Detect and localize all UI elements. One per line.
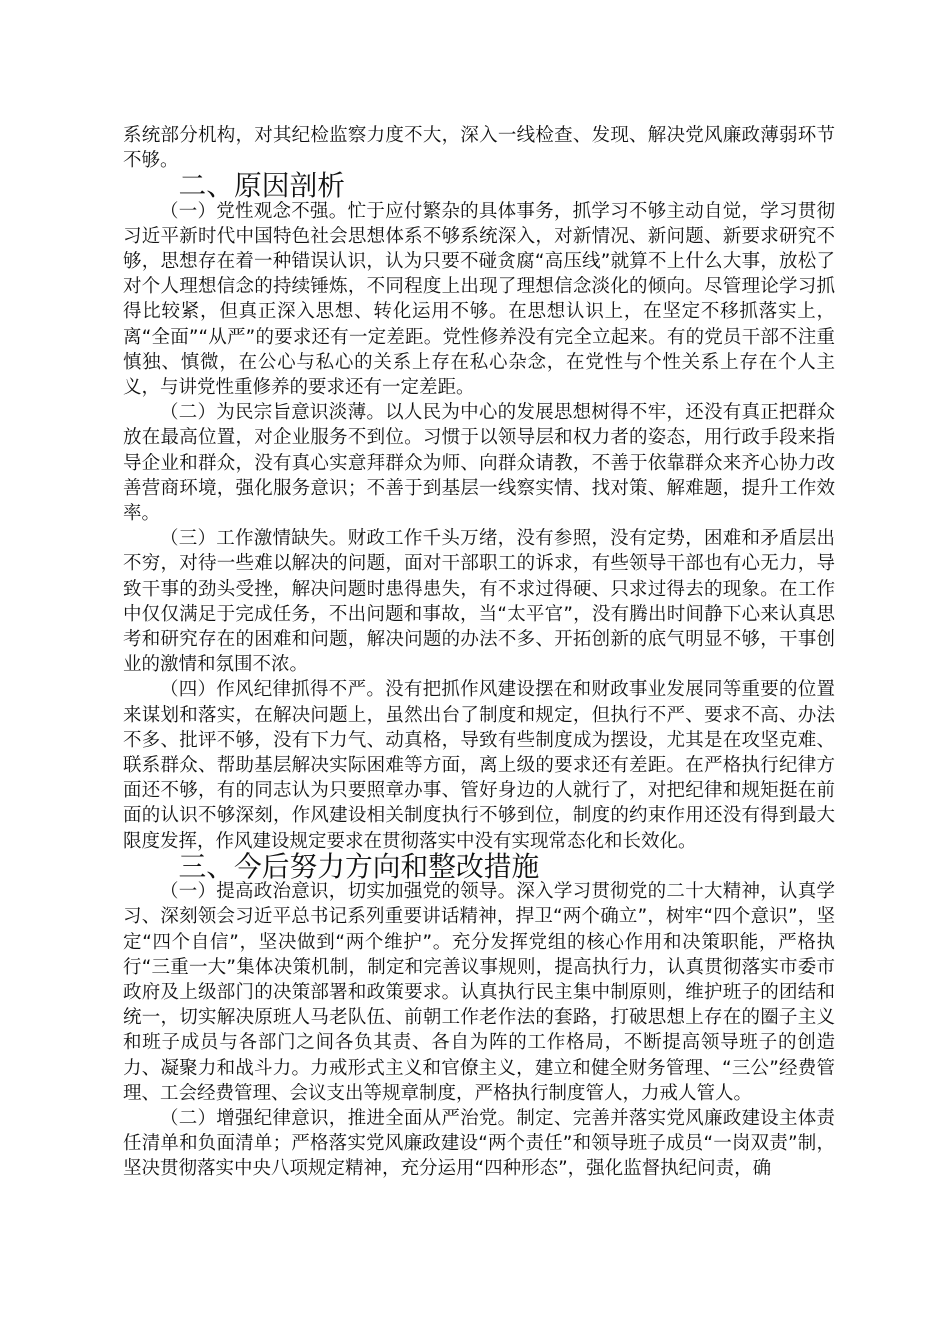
document-page: [123, 123, 835, 1182]
paragraph-party-spirit: （一）党性观念不强。忙于应付繁杂的具体事务，抓学习不够主动自觉，学习贯彻习近平新时代中国特色社会思想体系不够系统深入，对新情况、新问题、新要求研究不够，思想存在着一种错误认识，认为只要不碰贪腐“高压线”就算不上什么大事，放松了对个人理想信念的持续锤炼，不同程度上出现了理想信念淡化的倾向。尽管理论学习抓得比较紧，但真正深入思想、转化运用不够。在思想认识上，在坚定不移抓落实上，离“全面”“从严”的要求还有一定差距。党性修养没有完全立起来。有的党员干部不注重慎独、慎微，在公心与私心的关系上存在私心杂念，在党性与个性关系上存在个人主义，与讲党性重修养的要求还有一定差距。: [123, 200, 835, 399]
section-heading-cause-analysis: 二、原因剖析: [178, 169, 346, 203]
paragraph-people-oriented: （二）为民宗旨意识淡薄。以人民为中心的发展思想树得不牢，还没有真正把群众放在最高位置，对企业服务不到位。习惯于以领导层和权力者的姿态，用行政手段来指导企业和群众，没有真心实意拜群众为师、向群众请教，不善于依靠群众来齐心协力改善营商环境，强化服务意识；不善于到基层一线察实情、找对策、解难题，提升工作效率。: [123, 402, 835, 525]
paragraph-discipline: （四）作风纪律抓得不严。没有把抓作风建设摆在和财政事业发展同等重要的位置来谋划和落实，在解决问题上，虽然出台了制度和规定，但执行不严、要求不高、办法不多、批评不够，没有下力气、动真格，导致有些制度成为摆设，尤其是在攻坚克难、联系群众、帮助基层解决实际困难等方面，离上级的要求还有差距。在严格执行纪律方面还不够，有的同志认为只要照章办事、管好身边的人就行了，对把纪律和规矩挺在前面的认识不够深刻，作风建设相关制度执行不够到位，制度的约束作用还没有得到最大限度发挥，作风建设规定要求在贯彻落实中没有实现常态化和长效化。: [123, 679, 835, 852]
lead-paragraph: 系统部分机构，对其纪检监察力度不大，深入一线检查、发现、解决党风廉政薄弱环节不够。: [123, 125, 835, 172]
paragraph-work-passion: （三）工作激情缺失。财政工作千头万绪，没有参照，没有定势，困难和矛盾层出不穷，对待一些难以解决的问题，面对干部职工的诉求，有些领导干部也有心无力，导致干事的劲头受挫，解决问题时患得患失，有不求过得硬、只求过得去的现象。在工作中仅仅满足于完成任务，不出问题和事故，当“太平官”，没有腾出时间静下心来认真思考和研究存在的困难和问题，解决问题的办法不多、开拓创新的底气明显不够，干事创业的激情和氛围不浓。: [123, 528, 835, 676]
section-heading-rectification: 三、今后努力方向和整改措施: [178, 849, 540, 883]
paragraph-political-awareness: （一）提高政治意识，切实加强党的领导。深入学习贯彻党的二十大精神，认真学习、深刻领会习近平总书记系列重要讲话精神，捍卫“两个确立”，树牢“四个意识”，坚定“四个自信”，坚决做到“两个维护”。充分发挥党组的核心作用和决策职能，严格执行“三重一大”集体决策机制，制定和完善议事规则，提高执行力，认真贯彻落实市委市政府及上级部门的决策部署和政策要求。认真执行民主集中制原则，维护班子的团结和统一，切实解决原班人马老队伍、前朝工作老作法的套路，打破思想上存在的圈子主义和班子成员与各部门之间各负其责、各自为阵的工作格局，不断提高领导班子的创造力、凝聚力和战斗力。力戒形式主义和官僚主义，建立和健全财务管理、“三公”经费管理、工会经费管理、会议支出等规章制度，严格执行制度管人，力戒人管人。: [123, 881, 835, 1104]
paragraph-discipline-awareness: （二）增强纪律意识，推进全面从严治党。制定、完善并落实党风廉政建设主体责任清单和负面清单；严格落实党风廉政建设“两个责任”和领导班子成员“一岗双责”制，坚决贯彻落实中央八项规定精神，充分运用“四种形态”，强化监督执纪问责，确: [123, 1107, 835, 1180]
